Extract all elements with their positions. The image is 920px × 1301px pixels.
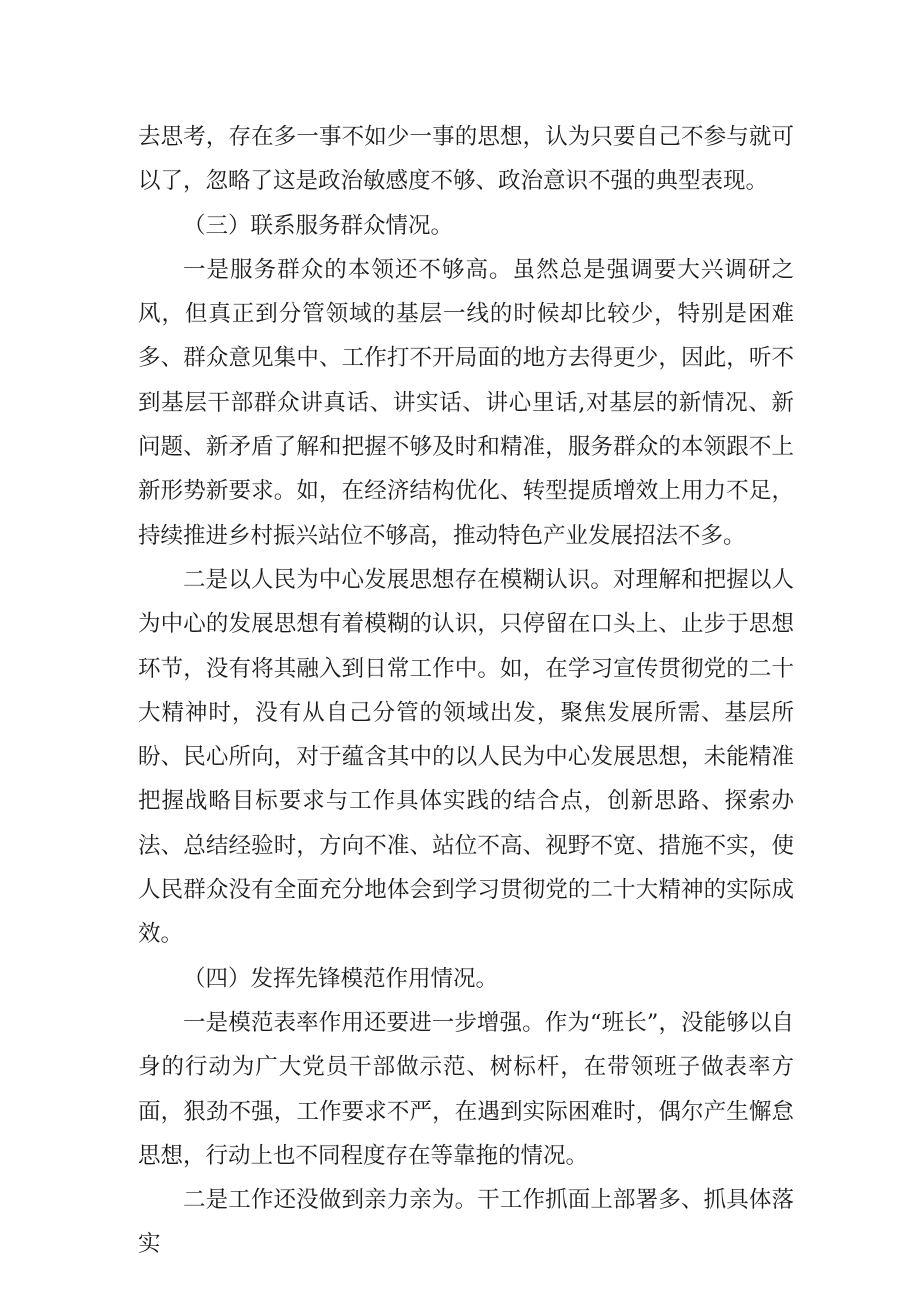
section-heading-4: （四）发挥先锋模范作用情况。 bbox=[183, 965, 499, 992]
document-body bbox=[138, 115, 794, 1267]
section-heading-3: （三）联系服务群众情况。 bbox=[183, 212, 454, 239]
paragraph-body: 二是工作还没做到亲力亲为。干工作抓面上部署多、抓具体落实 bbox=[138, 1187, 794, 1258]
paragraph-body: 一是服务群众的本领还不够高。虽然总是强调要大兴调研之风，但真正到分管领域的基层一线的时候却比较少，特别是困难多、群众意见集中、工作打不开局面的地方去得更少，因此，听不到基层干部群众讲真话、讲实话、讲心里话,对基层的新情况、新问题、新矛盾了解和把握不够及时和精准，服务群众的本领跟不上新形势新要求。如，在经济结构优化、转型提质增效上用力不足，持续推进乡村振兴站位不够高，推动特色产业发展招法不多。 bbox=[138, 256, 794, 549]
paragraph-body: 二是以人民为中心发展思想存在模糊认识。对理解和把握以人为中心的发展思想有着模糊的认识，只停留在口头上、止步于思想环节，没有将其融入到日常工作中。如，在学习宣传贯彻党的二十大精神时，没有从自己分管的领域出发，聚焦发展所需、基层所盼、民心所向，对于蕴含其中的以人民为中心发展思想，未能精准把握战略目标要求与工作具体实践的结合点，创新思路、探索办法、总结经验时，方向不准、站位不高、视野不宽、措施不实，使人民群众没有全面充分地体会到学习贯彻党的二十大精神的实际成效。 bbox=[138, 566, 794, 948]
paragraph-continuation: 去思考，存在多一事不如少一事的思想，认为只要自己不参与就可以了，忽略了这是政治敏感度不够、政治意识不强的典型表现。 bbox=[138, 124, 794, 195]
paragraph-body: 一是模范表率作用还要进一步增强。作为“班长”，没能够以自身的行动为广大党员干部做示范、树标杆，在带领班子做表率方面，狠劲不强，工作要求不严，在遇到实际困难时，偶尔产生懈怠思想，行动上也不同程度存在等靠拖的情况。 bbox=[138, 1009, 794, 1169]
